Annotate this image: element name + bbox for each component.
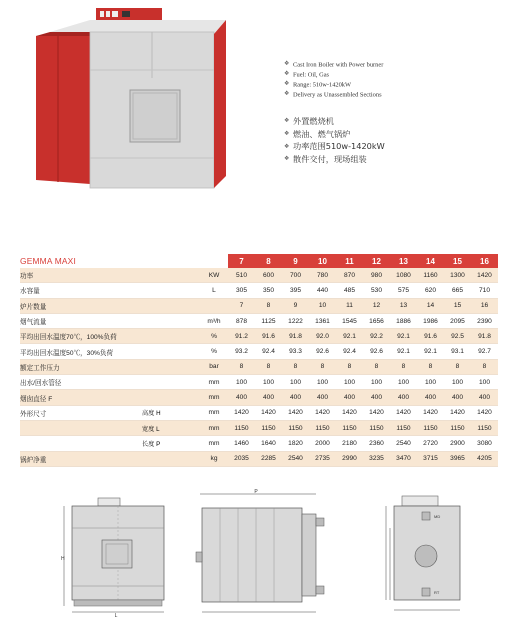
row-sublabel — [142, 268, 200, 283]
model-header-cell: 12 — [363, 254, 390, 268]
table-row — [20, 344, 498, 359]
table-cell: 91.2 — [228, 329, 255, 344]
row-label: 出水/回水管径 — [20, 375, 142, 390]
features-en-list — [284, 60, 484, 99]
table-cell: 530 — [363, 283, 390, 298]
feature-en-item: ❖ Range: 510w-1420kW — [284, 80, 352, 88]
row-sublabel — [142, 451, 200, 466]
row-label: 平均出回水温度50℃，30%负荷 — [20, 344, 142, 359]
table-cell: 8 — [336, 359, 363, 374]
model-header-cell: 11 — [336, 254, 363, 268]
table-row — [20, 329, 498, 344]
table-cell: 3235 — [363, 451, 390, 466]
table-row — [20, 451, 498, 466]
table-cell: 1125 — [255, 313, 282, 328]
table-cell: 100 — [417, 375, 444, 390]
row-unit: L — [200, 283, 228, 298]
table-cell: 400 — [417, 390, 444, 405]
row-label — [20, 436, 142, 451]
table-cell: 100 — [282, 375, 309, 390]
table-cell: 92.4 — [336, 344, 363, 359]
table-cell: 3965 — [444, 451, 471, 466]
row-label: 烟囱直径 F — [20, 390, 142, 405]
table-cell: 1222 — [282, 313, 309, 328]
table-row — [20, 390, 498, 405]
table-cell: 1300 — [444, 268, 471, 283]
table-cell: 1460 — [228, 436, 255, 451]
table-cell: 780 — [309, 268, 336, 283]
table-cell: 2285 — [255, 451, 282, 466]
feature-zh-item: ❖ 燃油、燃气锅炉 — [284, 128, 351, 139]
table-cell: 100 — [309, 375, 336, 390]
table-cell: 1150 — [228, 420, 255, 435]
row-sublabel: 长度 P — [142, 436, 200, 451]
table-cell: 1886 — [390, 313, 417, 328]
row-sublabel: 宽度 L — [142, 420, 200, 435]
table-cell: 485 — [336, 283, 363, 298]
table-cell: 1150 — [336, 420, 363, 435]
rear-outlet-label: MD — [434, 514, 441, 519]
row-label: 水容量 — [20, 283, 142, 298]
table-cell: 2035 — [228, 451, 255, 466]
row-unit: KW — [200, 268, 228, 283]
table-cell: 1420 — [255, 405, 282, 420]
table-cell: 620 — [417, 283, 444, 298]
table-cell: 400 — [363, 390, 390, 405]
feature-zh-item: ❖ 散件交付，现场组装 — [284, 153, 367, 164]
table-cell: 305 — [228, 283, 255, 298]
model-header-cell: 13 — [390, 254, 417, 268]
feature-en-item: ❖ Delivery as Unassembled Sections — [284, 90, 382, 98]
diamond-bullet-icon: ❖ — [284, 142, 290, 150]
table-cell: 1420 — [417, 405, 444, 420]
table-cell: 100 — [390, 375, 417, 390]
boiler-product-image — [30, 8, 240, 198]
rear-view-drawing — [380, 488, 470, 618]
table-cell: 2990 — [336, 451, 363, 466]
table-cell: 8 — [444, 359, 471, 374]
table-cell: 91.8 — [471, 329, 498, 344]
row-unit: kg — [200, 451, 228, 466]
table-cell: 92.4 — [255, 344, 282, 359]
table-cell: 4205 — [471, 451, 498, 466]
table-cell: 1420 — [471, 268, 498, 283]
row-unit — [200, 298, 228, 313]
table-cell: 1820 — [282, 436, 309, 451]
table-header-row — [20, 254, 498, 268]
table-cell: 350 — [255, 283, 282, 298]
table-cell: 91.8 — [282, 329, 309, 344]
table-cell: 93.2 — [228, 344, 255, 359]
table-cell: 1150 — [444, 420, 471, 435]
row-label: 锅炉净重 — [20, 451, 142, 466]
row-sublabel — [142, 329, 200, 344]
table-cell: 8 — [471, 359, 498, 374]
table-cell: 92.6 — [363, 344, 390, 359]
model-header-cell: 15 — [444, 254, 471, 268]
row-label: 外形尺寸 — [20, 405, 142, 420]
table-cell: 3080 — [471, 436, 498, 451]
table-cell: 1150 — [417, 420, 444, 435]
model-header-cell: 16 — [471, 254, 498, 268]
table-cell: 100 — [255, 375, 282, 390]
inspection-door — [130, 90, 180, 142]
model-header-cell: 10 — [309, 254, 336, 268]
table-cell: 8 — [390, 359, 417, 374]
table-cell: 980 — [363, 268, 390, 283]
table-cell: 3715 — [417, 451, 444, 466]
table-cell: 3470 — [390, 451, 417, 466]
table-cell: 100 — [444, 375, 471, 390]
table-cell: 8 — [228, 359, 255, 374]
diamond-bullet-icon: ❖ — [284, 80, 290, 87]
row-unit: bar — [200, 359, 228, 374]
table-cell: 15 — [444, 298, 471, 313]
feature-en-item: ❖ Fuel: Oil, Gas — [284, 70, 330, 79]
table-cell: 8 — [363, 359, 390, 374]
table-cell: 92.1 — [417, 344, 444, 359]
row-unit: mm — [200, 390, 228, 405]
table-cell: 395 — [282, 283, 309, 298]
table-row — [20, 405, 498, 420]
table-cell: 1420 — [390, 405, 417, 420]
table-cell: 100 — [336, 375, 363, 390]
table-cell: 575 — [390, 283, 417, 298]
row-unit: % — [200, 329, 228, 344]
table-cell: 1150 — [390, 420, 417, 435]
table-row — [20, 313, 498, 328]
flue-outlet — [415, 545, 437, 567]
table-cell: 12 — [363, 298, 390, 313]
table-cell: 1080 — [390, 268, 417, 283]
row-sublabel — [142, 298, 200, 313]
table-cell: 92.0 — [309, 329, 336, 344]
table-cell: 2390 — [471, 313, 498, 328]
table-cell: 400 — [390, 390, 417, 405]
table-cell: 1150 — [471, 420, 498, 435]
front-height-label: H — [61, 556, 65, 562]
feature-en-item: ❖ Cast Iron Boiler with Power burner — [284, 61, 384, 69]
model-header-cell: 9 — [282, 254, 309, 268]
table-cell: 1420 — [282, 405, 309, 420]
table-cell: 400 — [255, 390, 282, 405]
row-sublabel — [142, 344, 200, 359]
table-cell: 2735 — [309, 451, 336, 466]
row-unit: mm — [200, 420, 228, 435]
row-unit: m³/h — [200, 313, 228, 328]
table-cell: 16 — [471, 298, 498, 313]
table-cell: 400 — [471, 390, 498, 405]
diamond-bullet-icon: ❖ — [284, 70, 290, 77]
table-cell: 100 — [228, 375, 255, 390]
table-cell: 2540 — [390, 436, 417, 451]
row-sublabel — [142, 313, 200, 328]
table-cell: 1150 — [255, 420, 282, 435]
table-row — [20, 359, 498, 374]
features-zh-list — [284, 115, 484, 165]
table-cell: 2720 — [417, 436, 444, 451]
diamond-bullet-icon: ❖ — [284, 155, 290, 163]
row-sublabel — [142, 375, 200, 390]
rear-return-label: RT — [434, 590, 440, 595]
table-cell: 1420 — [363, 405, 390, 420]
table-cell: 11 — [336, 298, 363, 313]
table-cell: 510 — [228, 268, 255, 283]
table-row — [20, 298, 498, 313]
table-cell: 665 — [444, 283, 471, 298]
row-label: 额定工作压力 — [20, 359, 142, 374]
table-cell: 2180 — [336, 436, 363, 451]
table-cell: 2900 — [444, 436, 471, 451]
table-cell: 600 — [255, 268, 282, 283]
table-cell: 400 — [282, 390, 309, 405]
table-cell: 1150 — [282, 420, 309, 435]
diamond-bullet-icon: ❖ — [284, 61, 290, 67]
side-view-drawing — [190, 488, 330, 618]
table-cell: 93.3 — [282, 344, 309, 359]
table-cell: 1420 — [228, 405, 255, 420]
diamond-bullet-icon: ❖ — [284, 117, 290, 125]
table-cell: 1150 — [309, 420, 336, 435]
table-cell: 400 — [309, 390, 336, 405]
table-cell: 400 — [228, 390, 255, 405]
table-cell: 7 — [228, 298, 255, 313]
table-cell: 8 — [255, 359, 282, 374]
table-cell: 1420 — [471, 405, 498, 420]
row-unit: % — [200, 344, 228, 359]
table-row — [20, 436, 498, 451]
table-cell: 1160 — [417, 268, 444, 283]
table-cell: 8 — [255, 298, 282, 313]
table-cell: 10 — [309, 298, 336, 313]
table-cell: 14 — [417, 298, 444, 313]
table-cell: 8 — [417, 359, 444, 374]
row-sublabel — [142, 359, 200, 374]
table-cell: 1361 — [309, 313, 336, 328]
table-cell: 92.5 — [444, 329, 471, 344]
feature-zh-item: ❖ 功率范围510w-1420kW — [284, 141, 385, 152]
table-cell: 91.6 — [255, 329, 282, 344]
feature-zh-item: ❖ 外置燃烧机 — [284, 116, 334, 126]
table-cell: 100 — [471, 375, 498, 390]
table-row — [20, 375, 498, 390]
table-cell: 2000 — [309, 436, 336, 451]
table-cell: 13 — [390, 298, 417, 313]
table-cell: 700 — [282, 268, 309, 283]
table-cell: 1420 — [309, 405, 336, 420]
table-cell: 1420 — [336, 405, 363, 420]
row-sublabel: 高度 H — [142, 405, 200, 420]
table-cell: 93.1 — [444, 344, 471, 359]
row-label: 功率 — [20, 268, 142, 283]
diamond-bullet-icon: ❖ — [284, 90, 290, 97]
table-cell: 8 — [282, 359, 309, 374]
row-label: 炉片数量 — [20, 298, 142, 313]
model-header-cell: 14 — [417, 254, 444, 268]
table-cell: 8 — [309, 359, 336, 374]
table-cell: 1986 — [417, 313, 444, 328]
front-width-label: L — [114, 613, 118, 618]
side-length-label: P — [254, 489, 258, 495]
row-label: 平均出回水温度70℃，100%负荷 — [20, 329, 142, 344]
table-cell: 1656 — [363, 313, 390, 328]
table-cell: 400 — [444, 390, 471, 405]
table-cell: 92.7 — [471, 344, 498, 359]
table-cell: 9 — [282, 298, 309, 313]
diamond-bullet-icon: ❖ — [284, 129, 290, 137]
table-cell: 710 — [471, 283, 498, 298]
table-cell: 92.1 — [336, 329, 363, 344]
row-unit: mm — [200, 436, 228, 451]
table-cell: 400 — [336, 390, 363, 405]
row-unit: mm — [200, 405, 228, 420]
table-row — [20, 420, 498, 435]
table-cell: 91.6 — [417, 329, 444, 344]
table-title: GEMMA MAXI — [20, 256, 76, 266]
row-unit: mm — [200, 375, 228, 390]
table-cell: 878 — [228, 313, 255, 328]
table-cell: 1545 — [336, 313, 363, 328]
table-cell: 440 — [309, 283, 336, 298]
row-sublabel — [142, 283, 200, 298]
table-row — [20, 268, 498, 283]
table-cell: 92.2 — [363, 329, 390, 344]
table-cell: 100 — [363, 375, 390, 390]
table-cell: 92.1 — [390, 329, 417, 344]
table-cell: 1150 — [363, 420, 390, 435]
front-view-drawing — [58, 488, 176, 618]
table-cell: 870 — [336, 268, 363, 283]
table-cell: 2540 — [282, 451, 309, 466]
table-row — [20, 283, 498, 298]
table-cell: 1420 — [444, 405, 471, 420]
row-label — [20, 420, 142, 435]
spec-table — [20, 254, 498, 467]
table-cell: 92.1 — [390, 344, 417, 359]
row-sublabel — [142, 390, 200, 405]
table-cell: 2360 — [363, 436, 390, 451]
table-cell: 2095 — [444, 313, 471, 328]
table-cell: 92.6 — [309, 344, 336, 359]
table-cell: 1640 — [255, 436, 282, 451]
model-header-cell: 7 — [228, 254, 255, 268]
model-header-cell: 8 — [255, 254, 282, 268]
row-label: 烟气流量 — [20, 313, 142, 328]
